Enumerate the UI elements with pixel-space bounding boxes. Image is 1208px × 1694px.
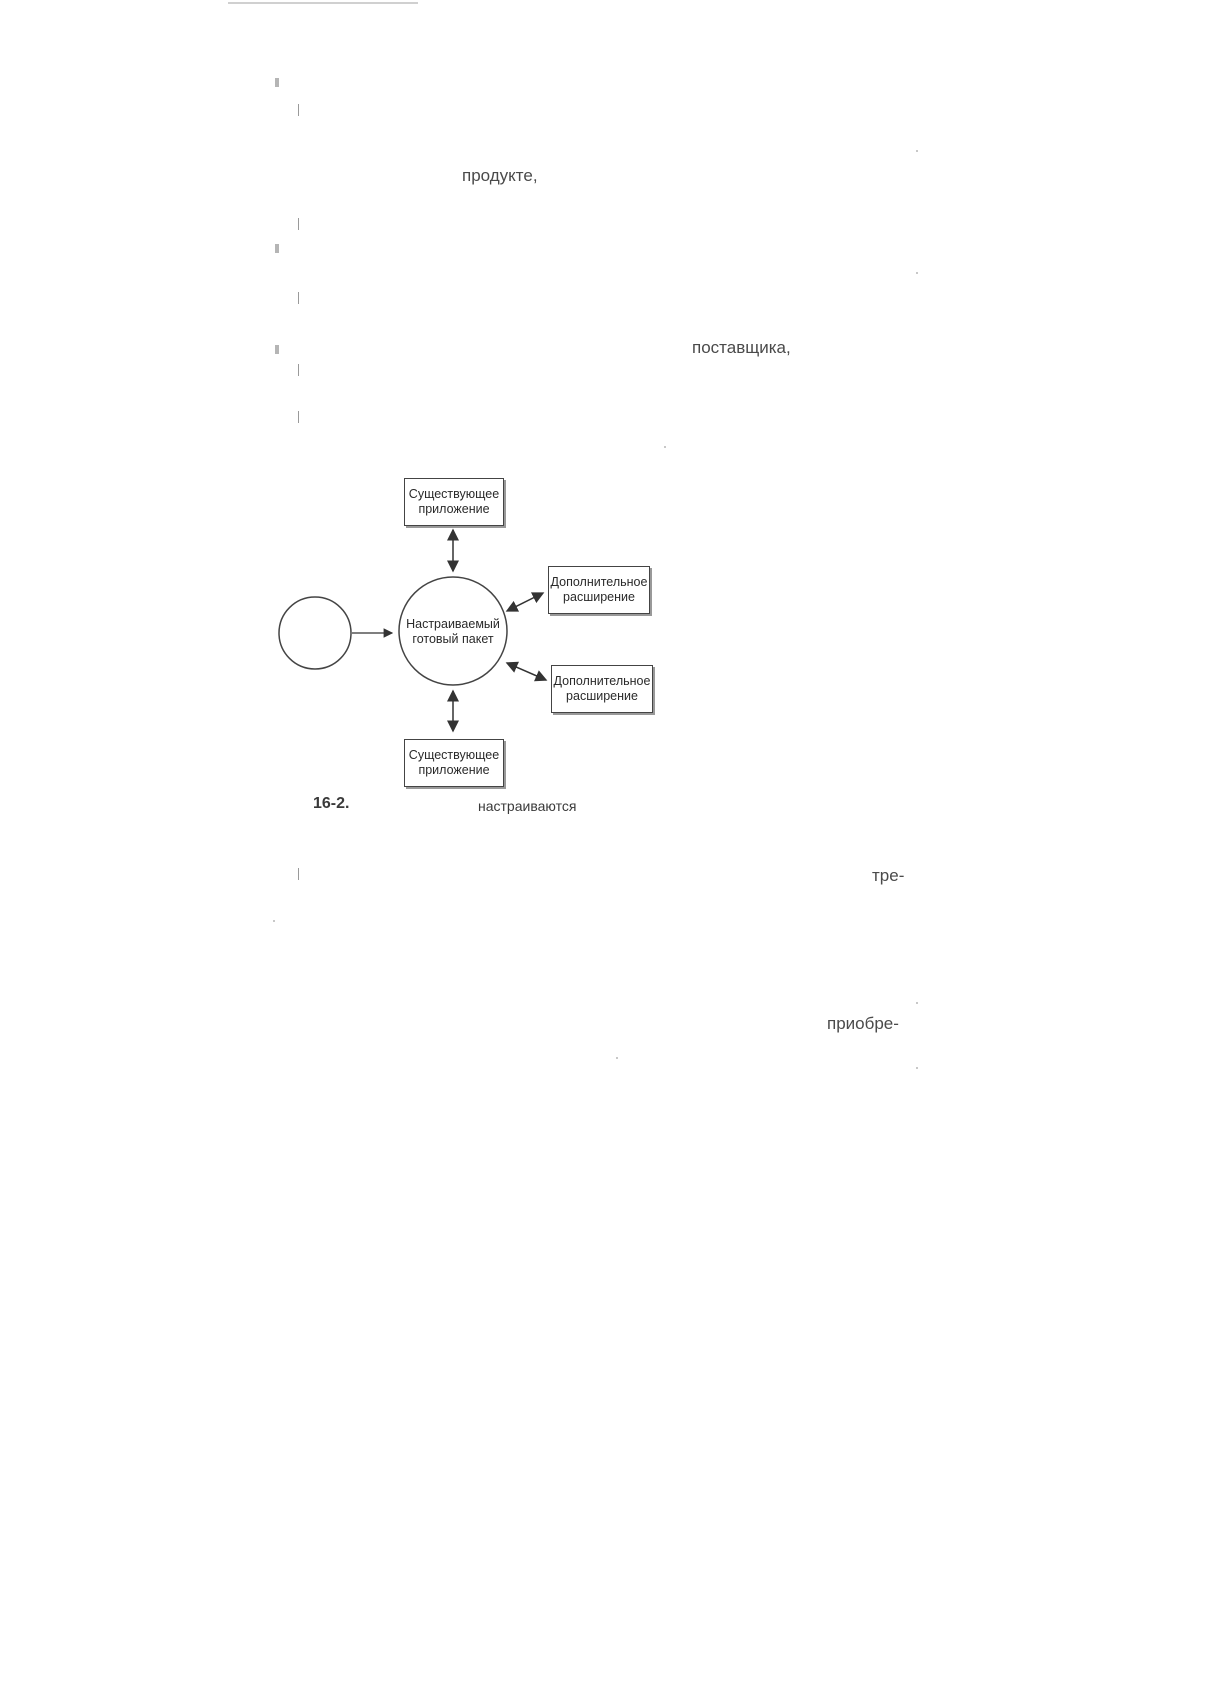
box-extension-bottom	[551, 665, 653, 713]
speck	[916, 150, 918, 152]
margin-tick	[298, 364, 299, 376]
text-fragment-product: продукте,	[462, 166, 538, 185]
top-rule	[228, 2, 418, 4]
box-line: Дополнительное	[550, 575, 648, 589]
text-fragment-hyphen-2: приобре-	[827, 1014, 899, 1033]
box-existing-app-bottom	[404, 739, 504, 787]
center-line: Настраиваемый	[406, 617, 500, 631]
margin-tick	[298, 868, 299, 880]
box-line: расширение	[566, 689, 638, 703]
center-line: готовый пакет	[412, 632, 494, 646]
figure-diagram	[270, 475, 670, 795]
margin-tick	[298, 292, 299, 304]
speck	[664, 446, 666, 448]
speck	[273, 920, 275, 922]
box-existing-app-top	[404, 478, 504, 526]
bullet-marker	[275, 78, 279, 87]
center-circle-label	[403, 617, 503, 647]
box-extension-top	[548, 566, 650, 614]
text-fragment-hyphen-1: тре-	[872, 866, 905, 885]
arrow-right-top	[507, 593, 543, 611]
bullet-marker	[275, 345, 279, 354]
box-line: приложение	[418, 502, 490, 516]
figure-caption-number: 16-2.	[313, 795, 350, 812]
figure-caption-text: настраиваются	[478, 798, 577, 814]
speck	[916, 1067, 918, 1069]
box-line: расширение	[563, 590, 635, 604]
source-circle	[279, 597, 351, 669]
box-line: Дополнительное	[553, 674, 651, 688]
text-fragment-supplier: поставщика,	[692, 338, 791, 357]
arrow-right-bottom	[507, 663, 546, 680]
margin-tick	[298, 411, 299, 423]
margin-tick	[298, 104, 299, 116]
speck	[616, 1057, 618, 1059]
box-line: Существующее	[408, 748, 500, 762]
box-line: Существующее	[408, 487, 500, 501]
margin-tick	[298, 218, 299, 230]
box-line: приложение	[418, 763, 490, 777]
speck	[916, 272, 918, 274]
speck	[916, 1002, 918, 1004]
bullet-marker	[275, 244, 279, 253]
